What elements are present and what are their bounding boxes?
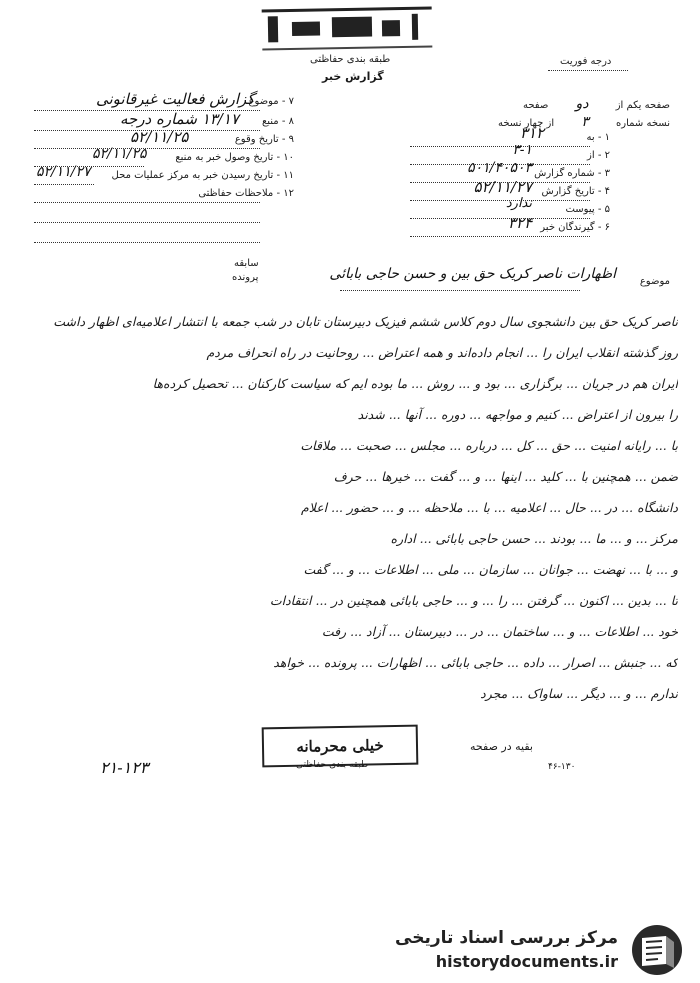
ref-number: ۲۱-۱۲۳ — [100, 758, 149, 777]
ref-label-1: سابقه — [234, 258, 259, 269]
field-2-value: ۳-۱ — [512, 142, 532, 158]
urgency-dotline — [548, 70, 628, 71]
field-3-value: ۵۰۱/۴۰۵۰۳ — [467, 160, 532, 176]
field-2-label: ۲ - از — [587, 150, 610, 161]
body-line: روز گذشته انقلاب ایران را ... انجام داده‌اند و همه اعتراض ... روحانیت در راه انحراف مردم — [206, 345, 678, 360]
body-line: با ... رایانه امنیت ... حق ... کل ... درباره ... مجلس ... صحبت ... ملاقات — [300, 438, 678, 453]
body-line: تا ... بدین ... اکنون ... گرفتن ... را ... و ... حاجی بابائی همچنین در ... انتقادات — [269, 593, 678, 608]
report-body — [28, 306, 678, 709]
continuation-note: بقیه در صفحه — [470, 740, 533, 753]
body-line: ناصر کریک حق بین دانشجوی سال دوم کلاس ششم فیزیک دبیرستان تابان در شب جمعه با انتشار اعلامیه‌ای اظهار داشت — [53, 314, 678, 329]
signature-stamp: خیلی محرمانه — [262, 725, 419, 768]
field-5-label: ۵ - پیوست — [565, 204, 610, 215]
body-line: دانشگاه ... در ... حال ... اعلامیه ... با ... ملاحظه ... و ... حضور ... اعلام — [301, 500, 678, 515]
archive-url: historydocuments.ir — [435, 952, 618, 971]
body-line: خود ... اطلاعات ... و ... ساختمان ... در ... دبیرستان ... آزاد ... رفت — [321, 624, 678, 639]
body-line: و ... با ... نهضت ... جوانان ... سازمان ... ملی ... اطلاعات ... و ... گفت — [303, 562, 678, 577]
field-7-value: گزارش فعالیت غیرقانونی — [96, 90, 255, 108]
category-label: طبقه بندی حفاظتی — [310, 54, 391, 65]
field-11-value: ۵۲/۱۱/۲۷ — [36, 164, 91, 180]
field-11-label: ۱۱ - تاریخ رسیدن خبر به مرکز عملیات محل — [111, 170, 294, 181]
body-line: را بیرون از اعتراض ... کنیم و مواجهه ... دوره ... آنها ... شدند — [357, 407, 678, 422]
field-7-label: ۷ - موضوع — [248, 96, 294, 107]
body-line: مرکز ... و ... ما ... بودند ... حسن حاجی بابائی ... اداره — [390, 531, 678, 546]
form-code: ۴۶-۱۳۰ — [548, 762, 576, 772]
field-9-label: ۹ - تاریخ وقوع — [234, 134, 294, 145]
body-line: ندارم ... و ... دیگر ... ساواک ... مجرد — [480, 686, 678, 701]
classification-stamp — [262, 7, 433, 51]
field-6-value: ۳۲۴ — [507, 214, 532, 232]
archive-logo-icon — [628, 922, 686, 978]
field-8-label: ۸ - منبع — [261, 116, 294, 127]
field-8-value: ۱۳/۱۷ شماره درجه — [120, 110, 239, 128]
field-3-label: ۳ - شماره گزارش — [534, 168, 610, 179]
form-title: گزارش خبر — [322, 70, 384, 83]
field-10-label: ۱۰ - تاریخ وصول خبر به منبع — [175, 152, 294, 163]
signature-caption: طبقه بندی حفاظتی — [296, 760, 369, 770]
urgency-label: درجه فوریت — [560, 56, 612, 67]
ref-label-2: پرونده — [232, 272, 259, 283]
field-12-label: ۱۲ - ملاحظات حفاظتی — [198, 188, 294, 199]
field-1-label: ۱ - به — [586, 132, 610, 143]
copy-info: نسخه شماره ۳ از چهار نسخه — [497, 114, 670, 130]
field-4-value: ۵۲/۱۱/۲۷ — [473, 178, 532, 196]
subject-text: اظهارات ناصر کریک حق بین و حسن حاجی بابائی — [329, 266, 616, 282]
field-5-value: ندارد — [505, 196, 532, 211]
body-line: که ... جنبش ... اصرار ... داده ... حاجی بابائی ... اظهارات ... پرونده ... خواهد — [273, 655, 678, 670]
body-line: ایران هم در جریان ... برگزاری ... بود و ... روش ... ما بوده ایم که سیاست کارکنان ... تحصیل کرده‌ها — [152, 376, 678, 391]
field-9-value: ۵۲/۱۱/۲۵ — [130, 128, 189, 146]
page-info: صفحه یکم از دو صفحه — [522, 96, 670, 112]
field-6-label: ۶ - گیرندگان خبر — [540, 222, 610, 233]
field-4-label: ۴ - تاریخ گزارش — [541, 186, 610, 197]
field-10-value: ۵۲/۱۱/۲۵ — [92, 146, 147, 162]
body-line: ضمن ... همچنین با ... کلید ... اینها ... و ... گفت ... خیرها ... حرف — [333, 469, 678, 484]
subject-label: موضوع — [639, 276, 670, 287]
archive-name: مرکز بررسی اسناد تاریخی — [395, 928, 618, 948]
field-1-value: ۳۱۲ — [519, 124, 544, 142]
